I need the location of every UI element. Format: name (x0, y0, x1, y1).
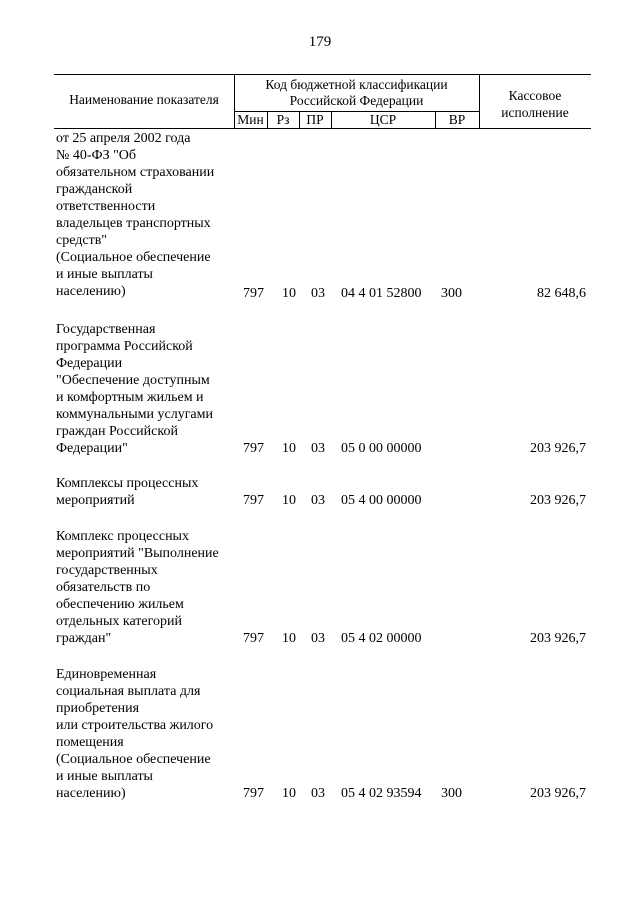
row-csr: 05 0 00 00000 (341, 441, 422, 456)
header-amount: Кассовое исполнение (501, 88, 569, 120)
row-pr: 03 (311, 631, 325, 646)
row-rz: 10 (282, 441, 296, 456)
header-min: Мин (237, 112, 264, 127)
row-rz: 10 (282, 286, 296, 301)
header-rz: Рз (276, 112, 290, 127)
row-min: 797 (243, 786, 264, 801)
row-csr: 05 4 00 00000 (341, 493, 422, 508)
row-min: 797 (243, 441, 264, 456)
row-rz: 10 (282, 493, 296, 508)
row-min: 797 (243, 286, 264, 301)
header-vr: ВР (448, 112, 466, 127)
row-name: Комплексы процессных мероприятий (56, 476, 199, 508)
row-pr: 03 (311, 786, 325, 801)
row-vr: 300 (441, 286, 462, 301)
row-name: от 25 апреля 2002 года № 40-ФЗ "Об обязательном страховании гражданской ответственности владельцев транспортных средств" (Социальное обеспечение и иные выплаты населению) (56, 131, 215, 299)
row-amount: 203 926,7 (530, 631, 586, 646)
row-amount: 203 926,7 (530, 441, 586, 456)
row-name: Единовременная социальная выплата для приобретения или строительства жилого помещения (Социальное обеспечение и иные выплаты населению) (56, 667, 214, 801)
row-name: Государственная программа Российской Федерации "Обеспечение доступным и комфортным жильем и коммунальными услугами граждан Российской Федерации" (56, 322, 214, 456)
row-csr: 05 4 02 93594 (341, 786, 422, 801)
table-header (54, 74, 591, 129)
row-min: 797 (243, 493, 264, 508)
header-name: Наименование показателя (69, 92, 219, 107)
page-number: 179 (308, 34, 332, 50)
row-vr: 300 (441, 786, 462, 801)
header-csr: ЦСР (369, 112, 397, 127)
row-amount: 82 648,6 (537, 286, 586, 301)
row-csr: 05 4 02 00000 (341, 631, 422, 646)
row-pr: 03 (311, 493, 325, 508)
row-name: Комплекс процессных мероприятий "Выполнение государственных обязательств по обеспечению жильем отдельных категорий граждан" (56, 529, 219, 646)
row-csr: 04 4 01 52800 (341, 286, 422, 301)
header-code-group: Код бюджетной классификации Российской Федерации (265, 77, 448, 108)
row-pr: 03 (311, 441, 325, 456)
row-rz: 10 (282, 631, 296, 646)
header-pr: ПР (306, 112, 324, 127)
row-amount: 203 926,7 (530, 786, 586, 801)
row-amount: 203 926,7 (530, 493, 586, 508)
row-min: 797 (243, 631, 264, 646)
row-rz: 10 (282, 786, 296, 801)
row-pr: 03 (311, 286, 325, 301)
